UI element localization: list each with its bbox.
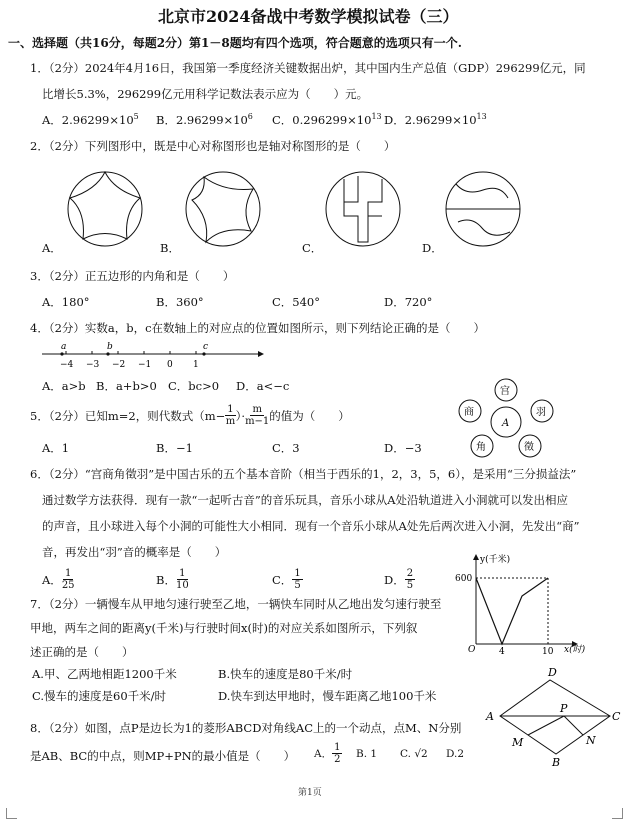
q5-fraction-1: $\frac{1}{m}$ (225, 404, 236, 427)
q7-option-a: A.甲、乙两地相距1200千米 (32, 667, 177, 681)
graph-origin: O (468, 645, 476, 655)
q6-line3: 的声音，且小球进入每个小洞的可能性大小相同．现有一个音乐小球从A处先后两次进入小洞，先发出“商” (42, 519, 580, 533)
q1-option-a: A．$2.96299\times 10^5$ (42, 112, 139, 127)
q3-option-c: C．540° (272, 295, 320, 309)
q4-tick-label: −1 (138, 360, 152, 370)
rhombus-label-b: B (552, 756, 561, 769)
q4-option-d: D．a<−c (236, 379, 290, 393)
rhombus-label-n: N (586, 734, 596, 747)
crop-mark (6, 808, 17, 819)
rhombus-label-d: D (548, 666, 557, 679)
q1-option-c: C．$0.296299\times 10^{13}$ (272, 112, 382, 127)
rhombus-label-p: P (560, 702, 568, 715)
note-zhi: 徵 (524, 442, 534, 453)
note-shang: 商 (464, 407, 474, 418)
q4-line1: 4．（2分）实数a，b，c在数轴上的对应点的位置如图所示，则下列结论正确的是（ ） (30, 321, 486, 335)
q6-line2: 通过数学方法获得．现有一款“一起听古音”的音乐玩具，音乐小球从A处沿轨道进入小洞就可以发出相应 (42, 493, 569, 507)
q8-rhombus-figure (484, 666, 624, 768)
q8-option-b: B. 1 (356, 748, 378, 760)
q1-option-d: D．$2.96299\times 10^{13}$ (384, 112, 487, 127)
q2-label-c: C． (302, 241, 323, 255)
q6-line4: 音，再发出“羽”音的概率是（ ） (42, 545, 227, 559)
q4-option-a: A．a>b (42, 379, 86, 393)
q8-option-a: A． $\frac{1}{2}$ (314, 742, 341, 765)
q2-label-d: D． (422, 241, 443, 255)
q6-option-b: B． $\frac{1}{10}$ (156, 568, 189, 591)
q4-tick-label: −3 (86, 360, 100, 370)
q2-figure-b (184, 170, 262, 248)
q1-line1: 1．（2分）2024年4月16日，我国第一季度经济关键数据出炉，其中国内生产总值（GDP）296299亿元，同 (30, 61, 586, 75)
q7-option-c: C.慢车的速度是60千米/时 (32, 689, 167, 703)
q7-graph (452, 550, 592, 657)
q4-tick-label: −4 (60, 360, 74, 370)
q7-option-b: B.快车的速度是80千米/时 (218, 667, 353, 681)
q5-line1: 5．（2分）已知m=2，则代数式（m− $\frac{1}{m}$ ）· $\frac{m}{m-1}$ 的值为（ ） (30, 404, 350, 427)
note-jue: 角 (476, 442, 486, 453)
q2-figure-d (444, 170, 522, 248)
q2-label-a: A． (42, 241, 62, 255)
q1-option-b: B．$2.96299\times 10^6$ (156, 112, 253, 127)
q5-option-d: D．−3 (384, 441, 422, 455)
page-number: 第1页 (298, 788, 322, 798)
rhombus-label-a: A (486, 710, 494, 723)
q8-option-d: D.2 (446, 748, 465, 760)
q5-fraction-2: $\frac{m}{m-1}$ (245, 404, 270, 427)
q4-letter-c: c (203, 342, 209, 352)
q8-option-c: C. √2 (400, 748, 428, 760)
q4-option-c: C．bc>0 (168, 379, 220, 393)
q5-option-b: B．−1 (156, 441, 193, 455)
q5-option-a: A．1 (42, 441, 70, 455)
section-heading: 一、选择题（共16分，每题2分）第1－8题均有四个选项，符合题意的选项只有一个. (8, 36, 462, 50)
q6-option-c: C． $\frac{1}{5}$ (272, 568, 301, 591)
graph-x4: 4 (499, 647, 505, 657)
q1-line2: 比增长5.3%，296299亿元用科学记数法表示应为（ ）元。 (42, 87, 369, 101)
graph-y-label: y(千米) (480, 555, 511, 565)
q4-tick-label: −2 (112, 360, 126, 370)
q6-line1: 6．（2分）“宫商角徵羽”是中国古乐的五个基本音阶（相当于西乐的1，2，3，5，6），是采用“三分损益法” (30, 467, 577, 481)
q3-option-d: D．720° (384, 295, 433, 309)
q2-line1: 2．（2分）下列图形中，既是中心对称图形也是轴对称图形的是（ ） (30, 139, 396, 153)
q8-line2: 是AB、BC的中点，则MP+PN的最小值是（ ） (30, 749, 296, 763)
graph-x10: 10 (542, 647, 554, 657)
rhombus-label-c: C (612, 710, 621, 723)
flower-figure (456, 376, 556, 460)
q4-tick-label: 0 (167, 360, 173, 370)
q4-tick-label: 1 (193, 360, 199, 370)
q7-line2: 甲地，两车之间的距离y(千米)与行驶时间x(时)的对应关系如图所示，下列叙 (30, 621, 418, 635)
q2-label-b: B． (160, 241, 180, 255)
rhombus-label-m: M (512, 736, 524, 749)
crop-mark (612, 808, 623, 819)
q4-option-b: B．a+b>0 (96, 379, 157, 393)
q6-option-d: D． $\frac{2}{5}$ (384, 568, 414, 591)
q3-line1: 3．（2分）正五边形的内角和是（ ） (30, 269, 235, 283)
q4-letter-a: a (61, 342, 67, 352)
page-title: 北京市2024备战中考数学模拟试卷（三） (158, 7, 459, 26)
q4-number-line (40, 342, 266, 372)
q6-option-a: A． $\frac{1}{25}$ (42, 568, 75, 591)
q3-option-a: A．180° (42, 295, 90, 309)
q4-letter-b: b (107, 342, 113, 352)
q3-option-b: B．360° (156, 295, 204, 309)
q7-line3: 述正确的是（ ） (30, 645, 134, 659)
q7-option-d: D.快车到达甲地时，慢车距离乙地100千米 (218, 689, 437, 703)
flower-center-label: A (502, 418, 510, 429)
graph-y600: 600 (455, 574, 473, 584)
note-yu: 羽 (536, 407, 546, 418)
q5-option-c: C．3 (272, 441, 300, 455)
q2-figure-c (324, 170, 402, 248)
graph-x-label: x(时) (564, 645, 586, 655)
q2-figure-a (66, 170, 144, 248)
q8-line1: 8．（2分）如图，点P是边长为1的菱形ABCD对角线AC上的一个动点，点M、N分别 (30, 721, 462, 735)
note-gong: 宫 (500, 386, 510, 397)
q7-line1: 7．（2分）一辆慢车从甲地匀速行驶至乙地，一辆快车同时从乙地出发匀速行驶至 (30, 597, 442, 611)
